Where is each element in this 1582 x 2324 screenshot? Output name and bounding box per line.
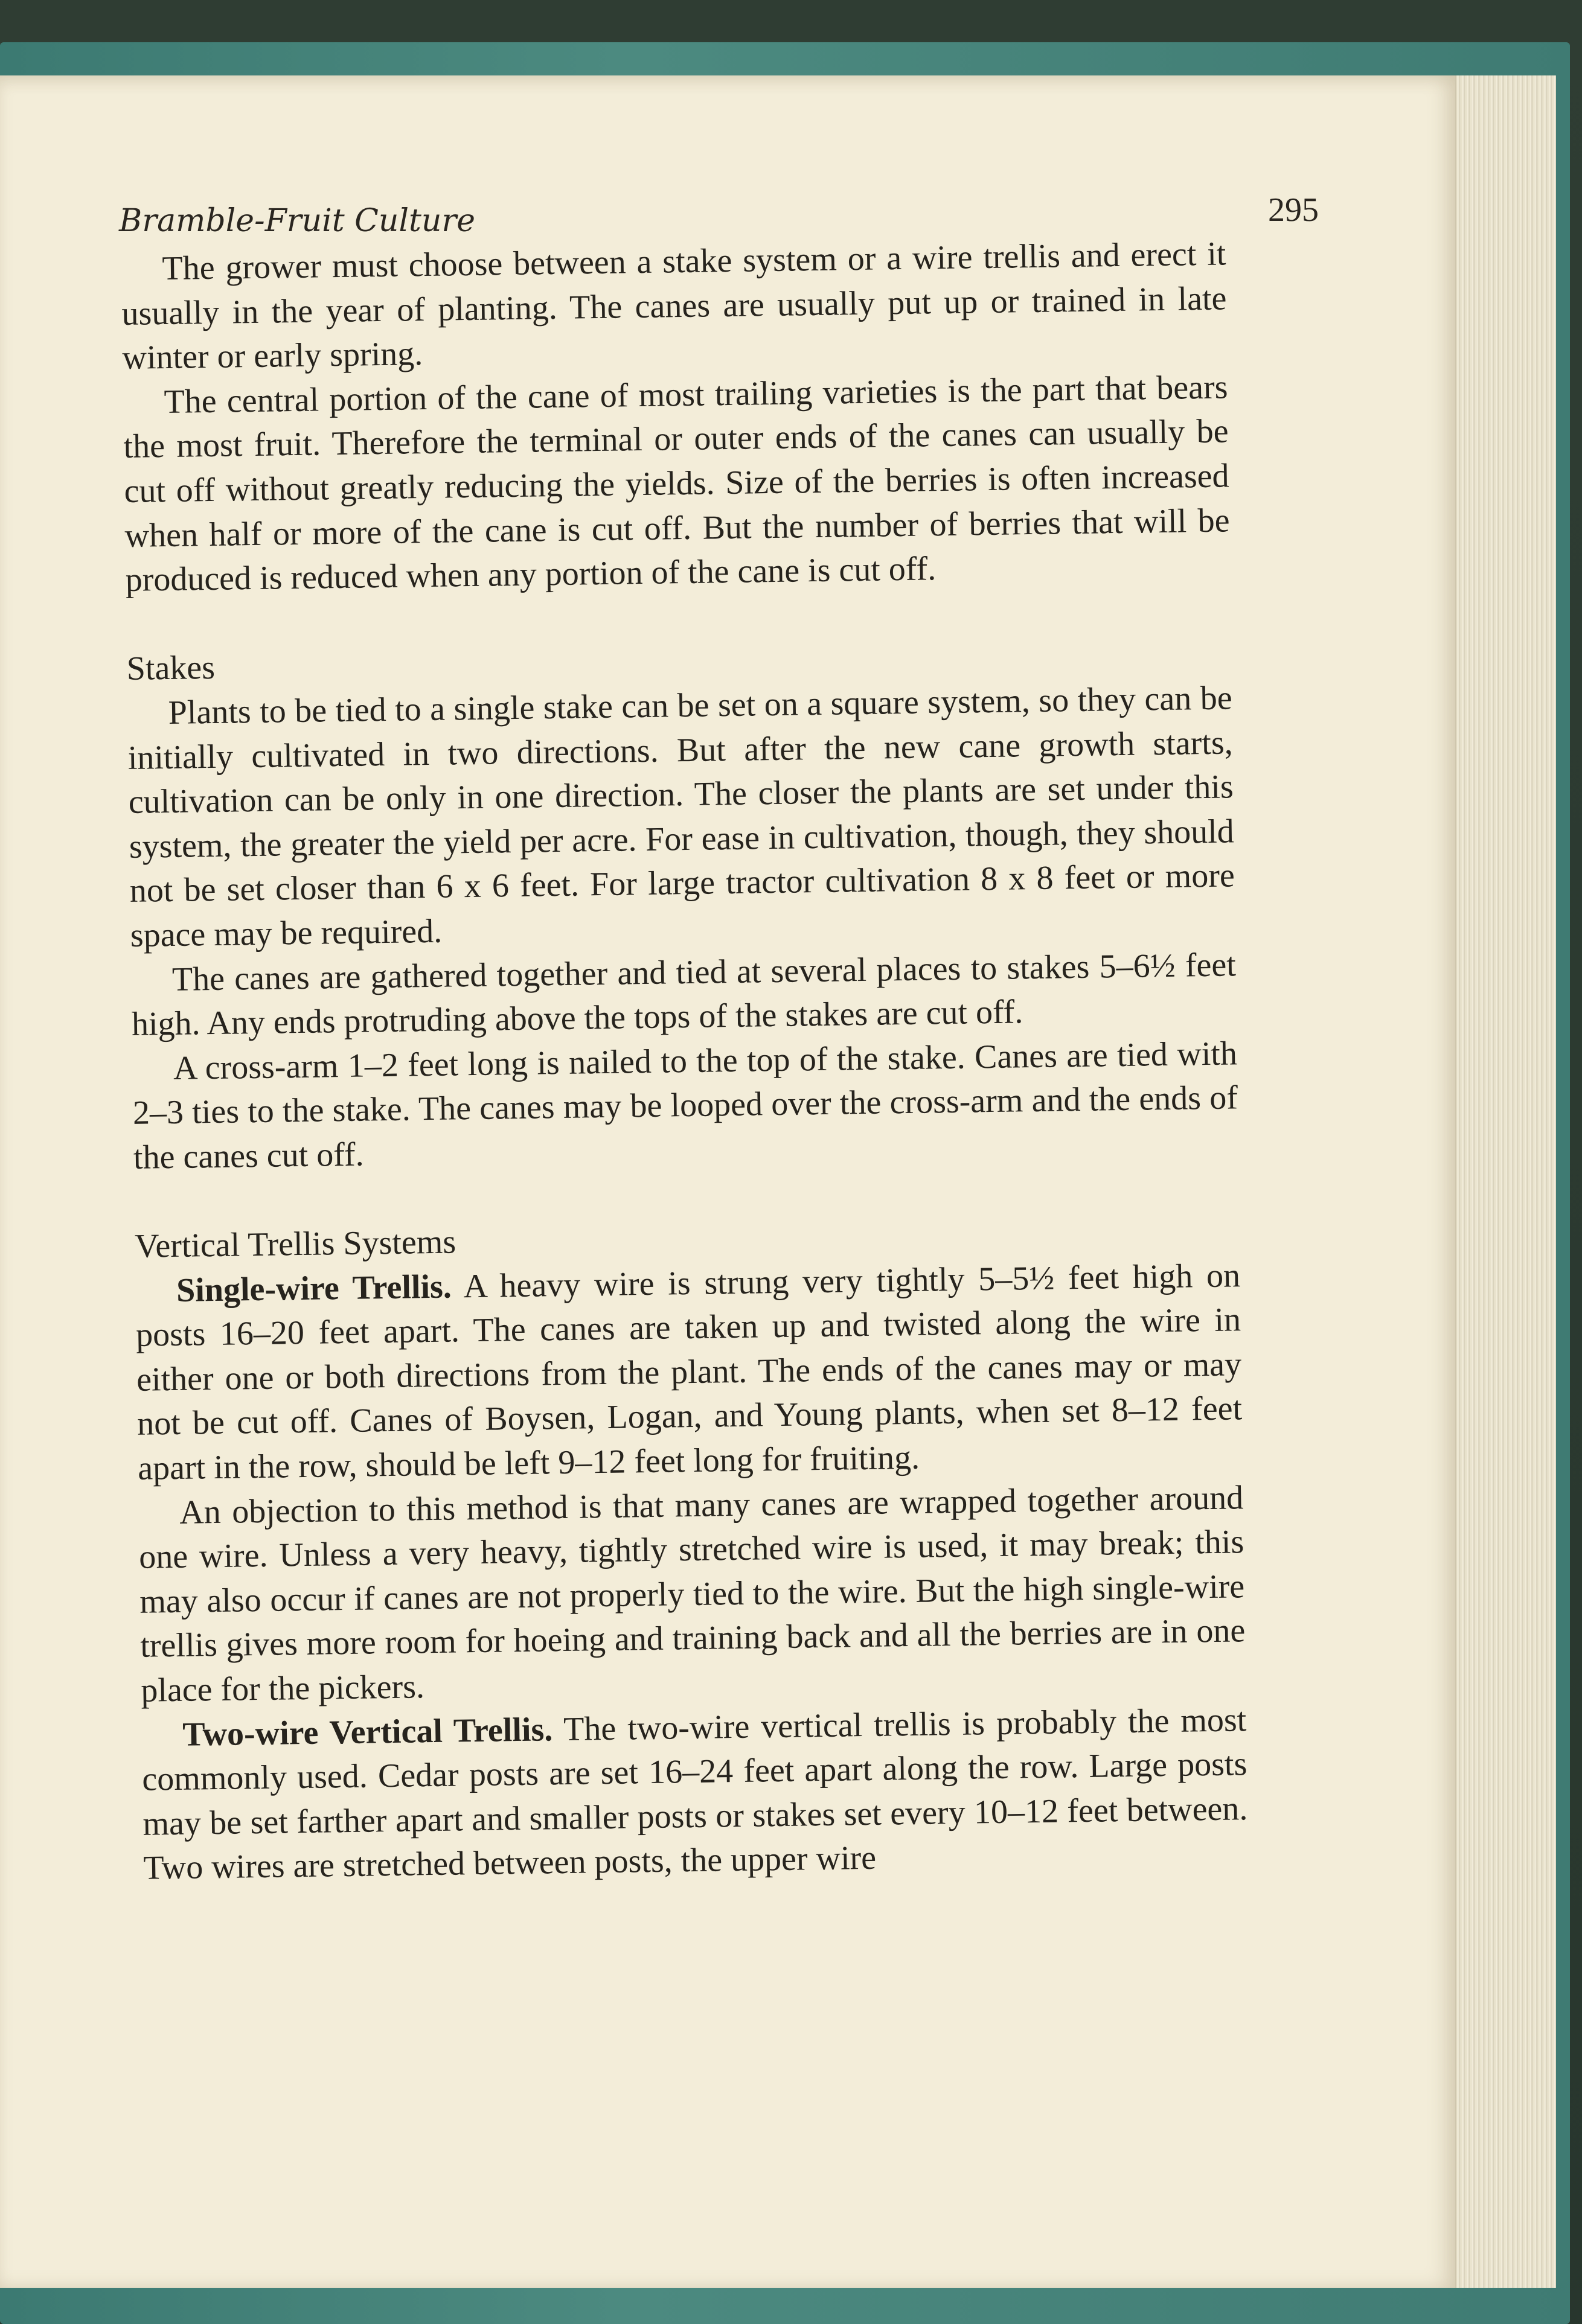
page-edges	[1455, 75, 1556, 2288]
paragraph-text: The two-wire vertical trellis is probably the most commonly used. Cedar posts are set 16–24 feet apart along the row. Large posts may be set farther apart and smaller posts or stakes set every 10–12 feet between. Two wires are stretched between posts, the upper wire	[142, 1700, 1248, 1888]
paragraph-text: A heavy wire is strung very tightly 5–5½ feet high on posts 16–20 feet apart. The canes are taken up and twisted along the wire in either one or both directions from the plant. The ends of the canes may or may not be cut off. Canes of Boysen, Logan, and Young plants, when set 8–12 feet apart in the row, should be left 9–12 feet long for fruiting.	[135, 1256, 1243, 1487]
page-body	[121, 232, 1249, 1891]
paragraph	[141, 1698, 1249, 1891]
paragraph: An objection to this method is that many canes are wrapped together around one wire. Unless a very heavy, tightly stretched wire is used, it may break; this may also occur if canes are not properly tied to the wire. But the high single-wire trellis gives more room for hoeing and training back and all the berries are in one place for the pickers.	[138, 1478, 1246, 1709]
paragraph: The central portion of the cane of most trailing varieties is the part that bears the most fruit. Therefore the terminal or outer ends of the canes can usually be cut off without greatly reducing the yields. Size of the berries is often increased when half or more of the cane is cut off. But the number of berries that will be produced is reduced when any portion of the cane is cut off.	[123, 368, 1230, 599]
paragraph: Plants to be tied to a single stake can be set on a square system, so they can be initially cultivated in two directions. But after the new cane growth starts, cultivation can be only in one direction. The closer the plants are set under this system, the greater the yield per acre. For ease in cultivation, though, they should not be set closer than 6 x 6 feet. For large tractor cultivation 8 x 8 feet or more space may be required.	[127, 679, 1235, 954]
paragraph: A cross-arm 1–2 feet long is nailed to the top of the stake. Canes are tied with 2–3 ties to the stake. The canes may be looped over the cross-arm and the ends of the canes cut off.	[132, 1035, 1238, 1176]
run-in-heading-single-wire: Single-wire Trellis.	[176, 1268, 452, 1309]
page-number: 295	[1268, 191, 1319, 229]
running-header-title: Bramble-Fruit Culture	[119, 203, 476, 239]
paragraph	[135, 1254, 1243, 1491]
section-heading-stakes: Stakes	[126, 649, 216, 688]
run-in-heading-two-wire: Two-wire Vertical Trellis.	[182, 1710, 553, 1754]
section-heading-vertical-trellis: Vertical Trellis Systems	[134, 1223, 456, 1265]
paragraph: The canes are gathered together and tied at several places to stakes 5–6½ feet high. Any ends protruding above the tops of the stakes are cut off.	[131, 945, 1237, 1043]
paragraph: The grower must choose between a stake system or a wire trellis and erect it usually in the year of planting. The canes are usually put up or trained in late winter or early spring.	[121, 235, 1227, 377]
